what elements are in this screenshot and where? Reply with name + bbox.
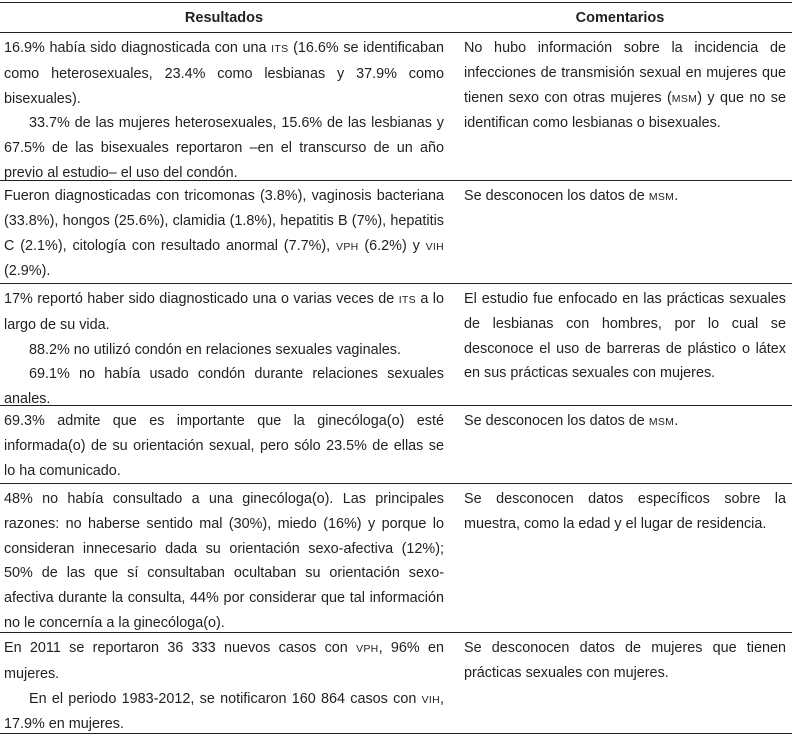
table-row <box>0 406 792 484</box>
table-header-row <box>0 3 792 33</box>
comments-paragraph: No hubo información sobre la incidencia de infecciones de transmisión sexual en mujeres que tienen sexo con otras mujeres (MSM) y que no se identifican como lesbianas o bisexuales. <box>464 40 786 132</box>
results-cell <box>0 484 448 632</box>
results-cell <box>0 633 448 733</box>
abbreviation: MSM <box>648 191 675 203</box>
comments-paragraph: El estudio fue enfocado en las prácticas sexuales de lesbianas con hombres, por lo cual se desconoce el uso de barreras de plástico o látex en sus prácticas sexuales con mujeres. <box>464 291 786 382</box>
results-paragraph: En 2011 se reportaron 36 333 nuevos casos con VPH, 96% en mujeres. <box>4 640 444 682</box>
comments-cell <box>448 633 792 733</box>
abbreviation: MSM <box>671 92 698 105</box>
results-paragraph: Fueron diagnosticadas con tricomonas (3.8%), vaginosis bacteriana (33.8%), hongos (25.6%), clamidia (1.8%), hepatitis B (7%), hepatitis C (2.1%), citología con resultado anormal (7.7%), VPH (6.2%) y VIH (2.9%). <box>4 188 445 280</box>
comments-paragraph: Se desconocen datos específicos sobre la muestra, como la edad y el lugar de residencia. <box>464 491 786 532</box>
results-paragraph: 33.7% de las mujeres heterosexuales, 15.6% de las lesbianas y 67.5% de las bisexuales reportaron –en el transcurso de un año previo al estudio– el uso del condón. <box>4 115 444 181</box>
results-cell <box>0 33 448 180</box>
table-body <box>0 33 792 734</box>
results-paragraph: 48% no había consultado a una ginecóloga(o). Las principales razones: no haberse sentido mal (30%), miedo (16%) y porque lo consideran innecesario dada su orientación sexo-afectiva (12%); 50% de las que sí consultaban ocultaban su orientación sexo-afectiva durante la consulta, 44% por considerar que tal información no le concernía a la ginecóloga(o). <box>4 491 444 631</box>
table-row <box>0 284 792 406</box>
results-paragraph: 88.2% no utilizó condón en relaciones sexuales vaginales. <box>29 341 401 358</box>
results-paragraph: 16.9% había sido diagnosticada con una ITS (16.6% se identificaban como heterosexuales, 23.4% como lesbianas y 37.9% como bisexuales). <box>4 40 444 107</box>
comments-cell <box>448 484 792 632</box>
header-comments: Comentarios <box>575 9 665 26</box>
header-results: Resultados <box>184 9 264 26</box>
table-row <box>0 181 792 284</box>
results-cell <box>0 284 448 408</box>
abbreviation: VIH <box>421 693 440 706</box>
comments-paragraph: Se desconocen datos de mujeres que tienen prácticas sexuales con mujeres. <box>464 640 786 681</box>
results-comments-table <box>0 2 792 734</box>
table-row <box>0 633 792 734</box>
results-paragraph: 69.3% admite que es importante que la ginecóloga(o) esté informada(o) de su orientación sexual, pero sólo 23.5% de ellas se lo ha comunicado. <box>4 413 444 479</box>
results-paragraph: En el periodo 1983-2012, se notificaron 160 864 casos con VIH, 17.9% en mujeres. <box>4 690 444 733</box>
results-cell <box>0 406 448 483</box>
table-row <box>0 484 792 633</box>
results-cell <box>0 181 448 283</box>
abbreviation: VPH <box>356 643 379 655</box>
abbreviation: ITS <box>398 294 416 306</box>
comments-cell <box>448 406 792 483</box>
abbreviation: MSM <box>648 416 675 428</box>
table-row <box>0 33 792 181</box>
results-paragraph: 69.1% no había usado condón durante relaciones sexuales anales. <box>4 366 444 408</box>
results-paragraph: 17% reportó haber sido diagnosticado una o varias veces de ITS a lo largo de su vida. <box>4 291 444 333</box>
comments-cell <box>448 181 792 283</box>
abbreviation: VIH <box>425 240 445 253</box>
abbreviation: VPH <box>336 240 359 253</box>
comments-cell <box>448 284 792 405</box>
comments-paragraph: Se desconocen los datos de MSM. <box>464 188 679 204</box>
abbreviation: ITS <box>271 43 289 55</box>
comments-cell <box>448 33 792 180</box>
comments-paragraph: Se desconocen los datos de MSM. <box>464 413 679 429</box>
